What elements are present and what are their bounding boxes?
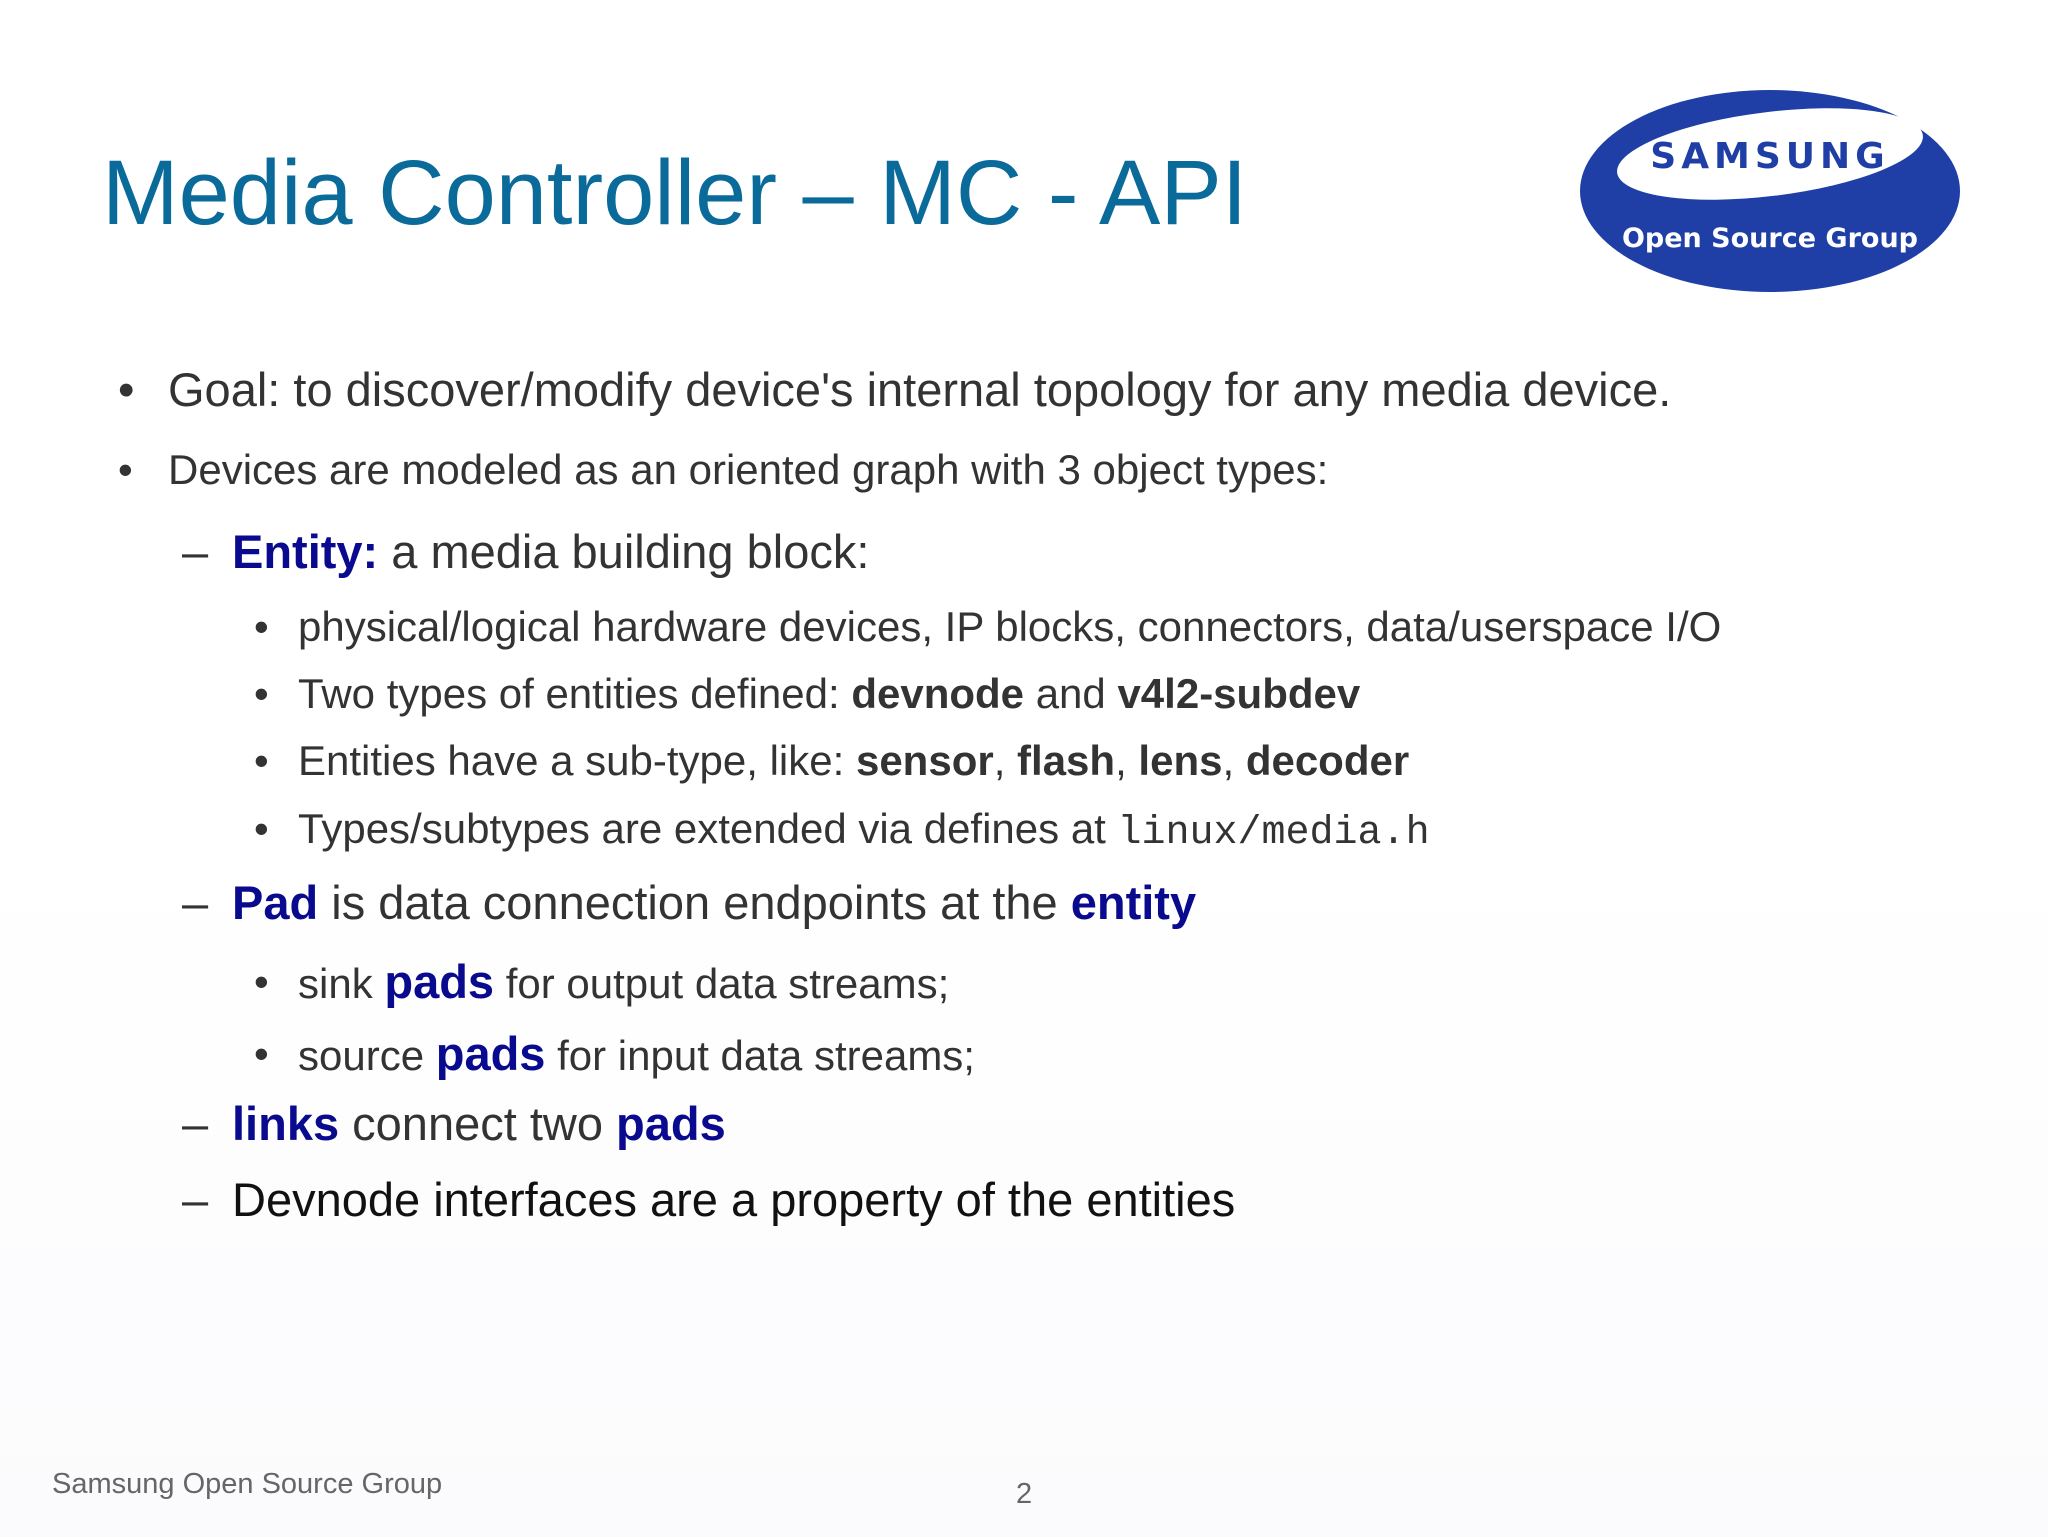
separator: ,: [1115, 737, 1139, 784]
pads-keyword: pads: [384, 955, 495, 1008]
sink-prefix: sink: [298, 960, 385, 1007]
entity-description: a media building block:: [378, 525, 870, 578]
media-header-file: linux/media.h: [1117, 811, 1430, 856]
sink-pads-item: [298, 957, 949, 1009]
bullet-dot-icon: •: [254, 603, 269, 650]
devnode-term: devnode: [851, 670, 1025, 717]
separator: ,: [1222, 737, 1246, 784]
bullet-dot-icon: •: [254, 958, 269, 1005]
bullet-dot-icon: •: [118, 446, 133, 493]
subdev-term: v4l2-subdev: [1117, 670, 1361, 717]
pad-description: is data connection endpoints at the: [318, 876, 1071, 929]
entity-keyword: entity: [1070, 876, 1197, 929]
dash-bullet-icon: –: [182, 1173, 209, 1226]
pads-keyword: pads: [435, 1027, 546, 1080]
dash-bullet-icon: –: [182, 1097, 209, 1150]
links-keyword: links: [232, 1097, 340, 1150]
entity-defines-item: [298, 804, 1430, 859]
source-suffix: for input data streams;: [545, 1032, 975, 1079]
logo-brand-text: SAMSUNG: [1650, 136, 1890, 177]
subtypes-prefix: Entities have a sub-type, like:: [298, 737, 856, 784]
entity-keyword: Entity:: [232, 525, 379, 578]
sink-suffix: for output data streams;: [494, 960, 950, 1007]
decoder-term: decoder: [1245, 737, 1410, 784]
bullet-dot-icon: •: [118, 363, 135, 416]
page-number: 2: [1016, 1478, 1033, 1510]
and-text: and: [1024, 670, 1118, 717]
sensor-term: sensor: [855, 737, 994, 784]
entity-types-item: [298, 669, 1360, 719]
devnode-interfaces-bullet: Devnode interfaces are a property of the entities: [232, 1173, 1236, 1226]
bullet-dot-icon: •: [254, 670, 269, 717]
footer-org: Samsung Open Source Group: [52, 1468, 443, 1500]
links-description: connect two: [339, 1097, 617, 1150]
devices-bullet: Devices are modeled as an oriented graph with 3 object types:: [168, 446, 1329, 493]
source-pads-item: [298, 1029, 975, 1081]
dash-bullet-icon: –: [182, 525, 209, 578]
goal-bullet: Goal: to discover/modify device's internal topology for any media device.: [168, 363, 1672, 416]
bullet-dot-icon: •: [254, 805, 269, 852]
entity-bullet: [232, 524, 869, 580]
slide-title: Media Controller – MC - API: [102, 142, 1248, 244]
entity-hw-item: physical/logical hardware devices, IP blocks, connectors, data/userspace I/O: [298, 603, 1722, 650]
pad-keyword: Pad: [232, 876, 319, 929]
bullet-dot-icon: •: [254, 1030, 269, 1077]
entity-subtypes-item: [298, 736, 1409, 786]
pads-keyword: pads: [616, 1097, 726, 1150]
samsung-logo: [1576, 86, 1964, 296]
source-prefix: source: [298, 1032, 436, 1079]
lens-term: lens: [1138, 737, 1223, 784]
defines-prefix: Types/subtypes are extended via defines at: [298, 805, 1118, 852]
logo-subtitle-text: Open Source Group: [1621, 223, 1919, 254]
entity-types-prefix: Two types of entities defined:: [298, 670, 852, 717]
flash-term: flash: [1017, 737, 1116, 784]
links-bullet: [232, 1096, 726, 1152]
pad-bullet: [232, 875, 1196, 931]
bullet-dot-icon: •: [254, 737, 269, 784]
separator: ,: [993, 737, 1018, 784]
dash-bullet-icon: –: [182, 876, 209, 929]
